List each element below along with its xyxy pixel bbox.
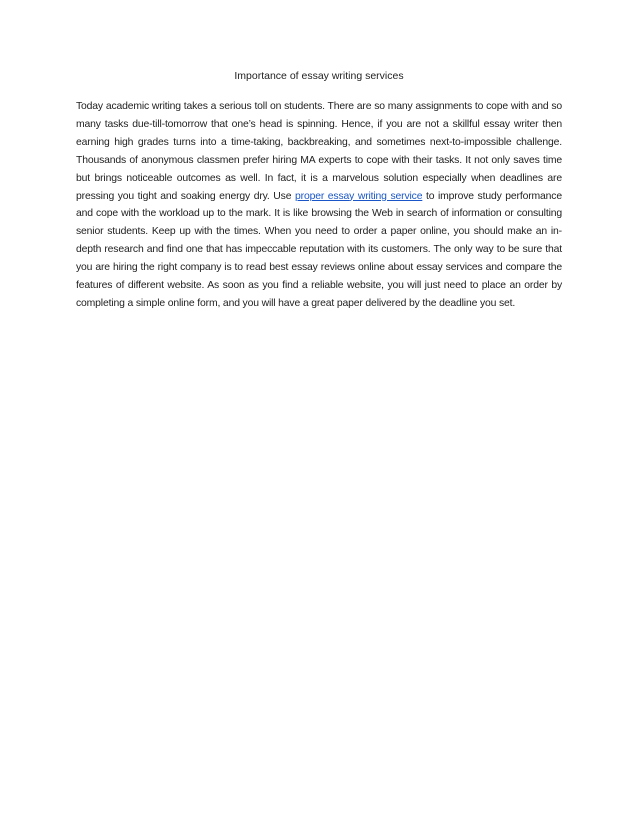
essay-service-link[interactable]: proper essay writing service (295, 190, 423, 202)
paragraph-text-after-link: to improve study performance and cope with the workload up to the mark. It is like browsing the Web in search of information or consulting senior students. Keep up with the times. When you need to order a paper online, you should make an in-depth research and find one that has impeccable reputation with its customers. The only way to be sure that you are hiring the right company is to read best essay reviews online about essay services and compare the features of different website. As soon as you find a reliable website, you will just need to place an order by completing a simple online form, and you will have a great paper delivered by the deadline you set. (76, 190, 562, 309)
paragraph-text-before-link: Today academic writing takes a serious toll on students. There are so many assignments to cope with and so many tasks due-till-tomorrow that one’s head is spinning. Hence, if you are not a skillful essay writer then earning high grades turns into a time-taking, backbreaking, and sometimes next-to-impossible challenge. Thousands of anonymous classmen prefer hiring MA experts to cope with their tasks. It not only saves time but brings noticeable outcomes as well. In fact, it is a marvelous solution especially when deadlines are pressing you tight and soaking energy dry. Use (76, 101, 562, 202)
document-title: Importance of essay writing services (234, 70, 404, 82)
body-paragraph (76, 98, 562, 313)
